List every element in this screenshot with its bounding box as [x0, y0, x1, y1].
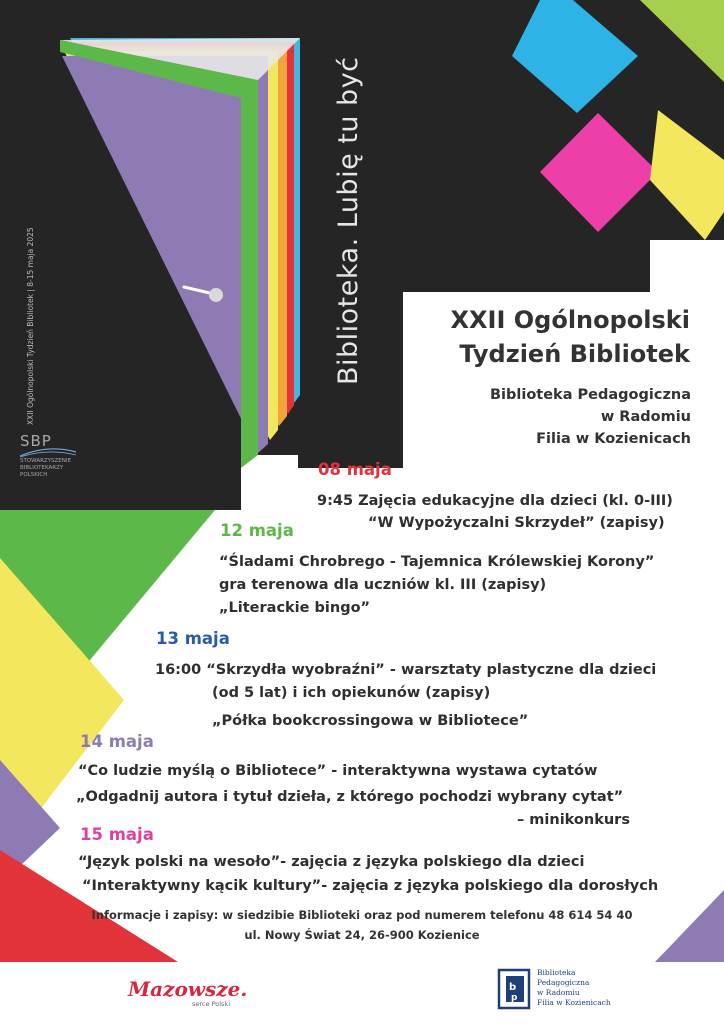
sbp-logo-abbr: SBP	[20, 432, 52, 450]
event-12-line3: „Literackie bingo”	[219, 600, 371, 616]
library-logo	[497, 968, 647, 1012]
event-13-line1: 16:00 “Skrzydła wyobraźni” - warsztaty plastyczne dla dzieci	[155, 662, 657, 678]
date-14-maja: 14 maja	[80, 732, 154, 751]
event-14-line2: „Odgadnij autora i tytuł dzieła, z którego pochodzi wybrany cytat”	[76, 789, 624, 805]
bp-logo-line3: w Radomiu	[537, 988, 580, 997]
event-13-line3: „Półka bookcrossingowa w Bibliotece”	[212, 713, 529, 729]
date-08-maja: 08 maja	[318, 460, 392, 479]
contact-line1: Informacje i zapisy: w siedzibie Biblioteki oraz pod numerem telefonu 48 614 54 40	[91, 908, 633, 922]
date-15-maja: 15 maja	[80, 825, 154, 844]
side-caption: XXII Ogólnopolski Tydzień Bibliotek | 8-15 maja 2025	[26, 227, 35, 425]
date-12-maja: 12 maja	[220, 521, 294, 540]
bp-book-icon	[497, 968, 533, 1010]
organizer-line1: Biblioteka Pedagogiczna	[489, 387, 691, 403]
organizer-line2: w Radomiu	[600, 409, 691, 425]
sbp-logo	[20, 432, 100, 479]
date-13-maja: 13 maja	[156, 629, 230, 648]
svg-text:b: b	[509, 982, 517, 993]
event-12-line2: gra terenowa dla uczniów kl. III (zapisy)	[219, 577, 547, 593]
svg-text:p: p	[511, 993, 518, 1003]
sbp-logo-line2: BIBLIOTEKARZY	[20, 465, 64, 471]
event-12-line1: “Śladami Chrobrego - Tajemnica Królewskiej Korony”	[219, 554, 655, 570]
event-title-line1: XXII Ogólnopolski	[450, 306, 690, 334]
mazowsze-logo-text: Mazowsze.	[128, 977, 248, 1001]
contact-info	[0, 905, 724, 945]
event-14-line1: “Co ludzie myślą o Bibliotece” - interaktywna wystawa cytatów	[78, 763, 598, 779]
contact-line2: ul. Nowy Świat 24, 26-900 Kozienice	[244, 928, 480, 942]
sbp-logo-line1: STOWARZYSZENIE	[20, 458, 71, 464]
organizer-line3: Filia w Kozienicach	[536, 431, 691, 447]
event-14-line3: – minikonkurs	[517, 812, 630, 828]
event-13-line2: (od 5 lat) i ich opiekunów (zapisy)	[212, 685, 491, 701]
bp-logo-line1: Biblioteka	[537, 968, 576, 977]
door-handle-knob	[209, 288, 223, 302]
sbp-logo-line3: POLSKICH	[20, 472, 48, 478]
slogan: Biblioteka. Lubię tu być	[333, 56, 364, 385]
event-15-line1: “Język polski na wesoło”- zajęcia z języka polskiego dla dzieci	[78, 854, 585, 870]
organizer	[490, 384, 691, 450]
event-15-line2: “Interaktywny kącik kultury”- zajęcia z języka polskiego dla dorosłych	[82, 878, 659, 894]
mazowsze-logo-sub: serce Polski	[192, 1000, 230, 1008]
event-08-line1: 9:45 Zajęcia edukacyjne dla dzieci (kl. 0-III)	[317, 493, 673, 509]
event-title-line2: Tydzień Bibliotek	[459, 340, 690, 368]
bp-logo-line2: Pedagogiczna	[537, 978, 590, 987]
mazowsze-logo	[128, 978, 268, 1008]
bp-logo-line4: Filia w Kozienicach	[537, 998, 611, 1007]
event-title	[451, 303, 690, 371]
event-08-line2: “W Wypożyczalni Skrzydeł” (zapisy)	[368, 515, 665, 531]
